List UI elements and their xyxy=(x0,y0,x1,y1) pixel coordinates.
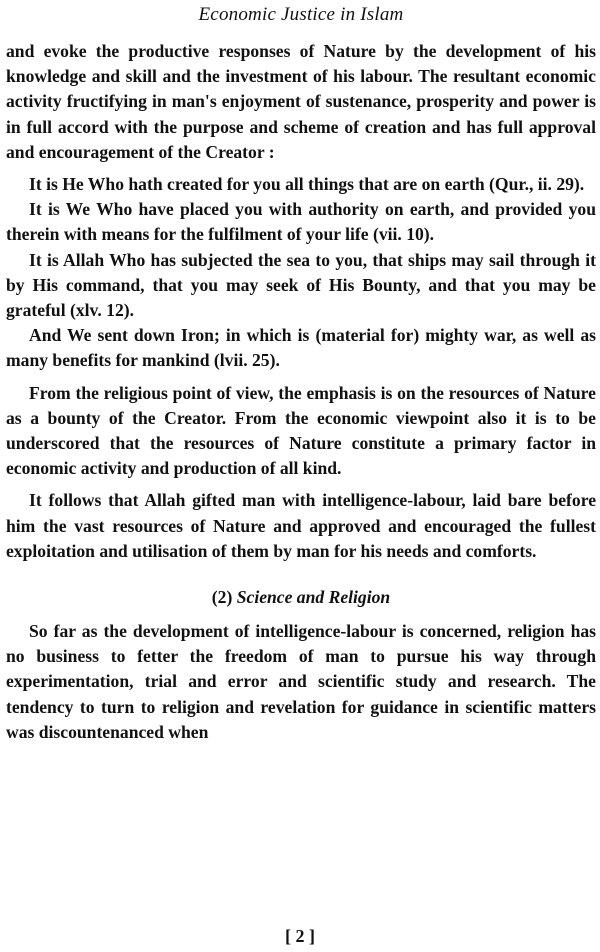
quotation: And We sent down Iron; in which is (material for) mighty war, as well as many benefits for mankind (lvii. 25). xyxy=(6,325,596,371)
section-number: (2) xyxy=(211,587,233,608)
quotation: It is Allah Who has subjected the sea to you, that ships may sail through it by His command, that you may seek of His Bounty, and that you may be grateful (xlv. 12). xyxy=(6,249,596,321)
quotation: It is We Who have placed you with authority on earth, and provided you therein with means for the fulfilment of your life (vii. 10). xyxy=(6,199,596,245)
page-number: [ 2 ] xyxy=(285,926,315,946)
section-heading xyxy=(6,585,596,610)
running-head: Economic Justice in Islam xyxy=(198,4,404,25)
paragraph: and evoke the productive responses of Nature by the development of his knowledge and skill and the investment of his labour. The resultant economic activity fructifying in man's enjoyment of sustenance, prosperity and power is in full accord with the purpose and scheme of creation and has full approval and encouragement of the Creator : xyxy=(6,41,596,162)
paragraph: From the religious point of view, the emphasis is on the resources of Nature as a bounty of the Creator. From the economic viewpoint also it is to be underscored that the resources of Nature constitute a primary factor in economic activity and production of all kind. xyxy=(6,382,596,479)
paragraph: So far as the development of intelligence-labour is concerned, religion has no business to fetter the freedom of man to pursue his way through experimentation, trial and error and scientific study and research. The tendency to turn to religion and revelation for guidance in scientific matters was discountenanced when xyxy=(6,621,596,742)
quotation: It is He Who hath created for you all things that are on earth (Qur., ii. 29). xyxy=(29,174,585,195)
body-text xyxy=(6,39,596,745)
section-title: Science and Religion xyxy=(236,587,391,608)
paragraph: It follows that Allah gifted man with intelligence-labour, laid bare before him the vast resources of Nature and approved and encouraged the fullest exploitation and utilisation of them by man for his needs and comforts. xyxy=(6,490,596,561)
